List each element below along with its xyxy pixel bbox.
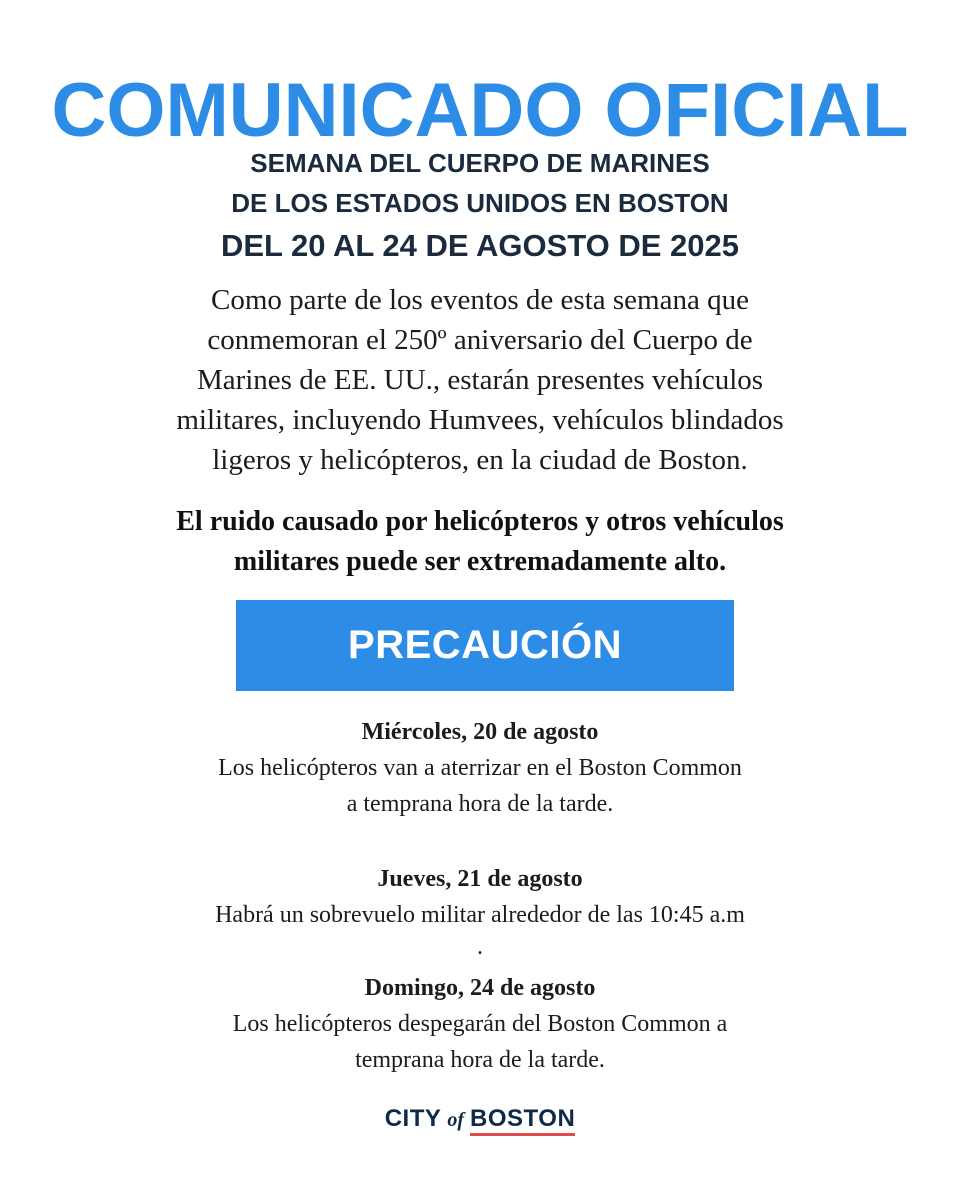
- schedule-description-line: Habrá un sobrevuelo militar alrededor de las 10:45 a.m: [215, 902, 745, 928]
- warning-line: militares puede ser extremadamente alto.: [233, 546, 727, 577]
- schedule-description-line: a temprana hora de la tarde.: [346, 791, 614, 817]
- intro-line: Marines de EE. UU., estarán presentes vehículos: [196, 364, 764, 396]
- intro-paragraph: [100, 280, 860, 480]
- schedule-day: Domingo, 24 de agosto: [364, 975, 596, 1001]
- schedule-item-sunday: [80, 970, 880, 1078]
- schedule-description-line: Los helicópteros van a aterrizar en el Boston Common: [218, 755, 742, 781]
- intro-line: conmemoran el 250º aniversario del Cuerpo de: [207, 324, 753, 356]
- logo-city-text: CITY: [384, 1105, 442, 1132]
- noise-warning: [80, 502, 880, 582]
- schedule-day: Miércoles, 20 de agosto: [361, 719, 599, 745]
- intro-line: militares, incluyendo Humvees, vehículos blindados: [176, 404, 784, 436]
- logo-boston-text: BOSTON: [470, 1105, 575, 1136]
- schedule-description-line: temprana hora de la tarde.: [355, 1047, 605, 1073]
- intro-line: ligeros y helicópteros, en la ciudad de Boston.: [212, 444, 748, 476]
- caution-banner: [236, 600, 734, 691]
- event-dates: DEL 20 AL 24 DE AGOSTO DE 2025: [220, 228, 740, 263]
- schedule-item-thursday: [80, 861, 880, 961]
- city-of-boston-logo: [0, 1105, 960, 1133]
- schedule-description-line: Los helicópteros despegarán del Boston Common a: [232, 1011, 728, 1037]
- warning-line: El ruido causado por helicópteros y otros vehículos: [176, 506, 784, 537]
- logo-of-text: of: [447, 1109, 465, 1131]
- intro-line: Como parte de los eventos de esta semana que: [211, 284, 749, 316]
- caution-label: PRECAUCIÓN: [348, 623, 622, 667]
- event-subtitle-line-1: SEMANA DEL CUERPO DE MARINES: [250, 148, 710, 178]
- schedule-description-line: .: [477, 934, 483, 960]
- schedule-item-wednesday: [80, 714, 880, 822]
- schedule-day: Jueves, 21 de agosto: [377, 866, 583, 892]
- page-title: COMUNICADO OFICIAL: [51, 68, 909, 153]
- event-subtitle-line-2: DE LOS ESTADOS UNIDOS EN BOSTON: [231, 188, 729, 218]
